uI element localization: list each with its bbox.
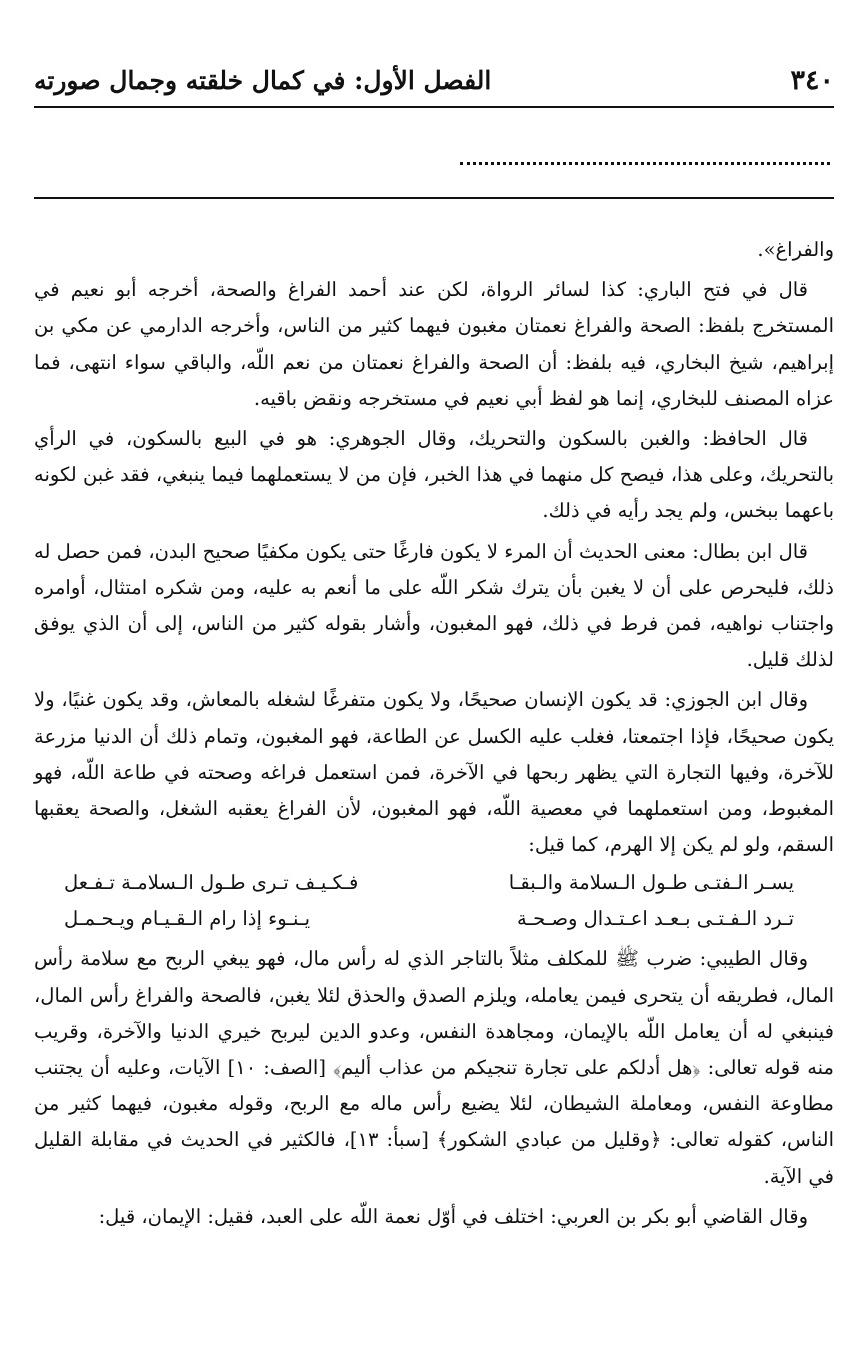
paragraph: وقال القاضي أبو بكر بن العربي: اختلف في أوّل نعمة اللّه على العبد، فقيل: الإيمان، قيل: <box>98 1204 808 1228</box>
running-header <box>34 58 834 102</box>
paragraph: والفراغ». <box>757 238 834 261</box>
verse-first-hemistich: يسـر الـفتـى طـول الـسلامة والـبقـا <box>508 871 794 895</box>
verse-first-hemistich: تـرد الـفـتـى بـعـد اعـتـدال وصـحـة <box>517 907 794 931</box>
poem <box>34 865 834 937</box>
poem-verse <box>34 901 834 937</box>
body-text <box>34 232 834 1235</box>
dotted-separator <box>460 138 830 165</box>
paragraph: وقال ابن الجوزي: قد يكون الإنسان صحيحًا، ولا يكون متفرغًا لشغله بالمعاش، وقد يكون غنيًا، ولا يكون صحيحًا، فإذا اجتمعتا، فغلب عليه الكسل عن الطاعة، فهو المغبون، وتمام ذلك أن الدنيا مزرعة للآخرة، وفيها التجارة التي يظهر ربحها في الآخرة، فمن استعمل فراغه وصحته في طاعة اللّه، فهو المغبوط، ومن استعملهما في معصية اللّه، فهو المغبون، لأن الفراغ يعقبه الشغل، والصحة يعقبها السقم، ولو لم يكن إلا الهرم، كما قيل: <box>34 688 834 857</box>
verse-second-hemistich: يـنـوء إذا رام الـقـيـام ويـحـمـل <box>64 907 311 931</box>
paragraph: وقال الطيبي: ضرب ﷺ للمكلف مثلاً بالتاجر الذي له رأس مال، فهو يبغي الربح مع سلامة رأس المال، فطريقه أن يتحرى فيمن يعامله، ويلزم الصدق والحذق لئلا يغبن، فالصحة والفراغ رأس المال، فينبغي له أن يعامل اللّه بالإيمان، ومجاهدة النفس، وعدو الدين ليربح خيري الدنيا والآخرة، وقريب منه قوله تعالى: ﴿هل أدلكم على تجارة تنجيكم من عذاب أليم﴾ [الصف: ١٠] الآيات، وعليه أن يجتنب مطاوعة النفس، ومعاملة الشيطان، لئلا يضيع رأس ماله مع الربح، وقوله مغبون، فيهما كثير من الناس، كقوله تعالى: ﴿وقليل من عبادي الشكور﴾ [سبأ: ١٣]، فالكثير في الحديث في مقابلة القليل في الآية. <box>34 947 834 1188</box>
header-rule <box>34 106 834 108</box>
page-number: ٣٤٠ <box>790 64 834 96</box>
paragraph: قال في فتح الباري: كذا لسائر الرواة، لكن عند أحمد الفراغ والصحة، أخرجه أبو نعيم في المستخرج بلفظ: الصحة والفراغ نعمتان مغبون فيهما كثير من الناس، وأخرجه الدارمي عن مكي بن إبراهيم، شيخ البخاري، فيه بلفظ: أن الصحة والفراغ نعمتان من نعم اللّه، والباقي سواء انتهى، فما عزاه المصنف للبخاري، إنما هو لفظ أبي نعيم في مستخرجه ونقض باقيه. <box>34 278 834 410</box>
chapter-title: الفصل الأول: في كمال خلقته وجمال صورته <box>34 65 492 95</box>
paragraph: قال الحافظ: والغبن بالسكون والتحريك، وقال الجوهري: هو في البيع بالسكون، في الرأي بالتحريك، وعلى هذا، فيصح كل منهما في هذا الخبر، فإن من لا يستعملهما فيما ينبغي، فقد غبن لكونه باعهما ببخس، ولم يجد رأيه في ذلك. <box>34 427 834 523</box>
verse-second-hemistich: فـكـيـف تـرى طـول الـسلامـة تـفـعل <box>64 871 359 895</box>
section-divider <box>34 197 834 199</box>
poem-verse <box>34 865 834 901</box>
paragraph: قال ابن بطال: معنى الحديث أن المرء لا يكون فارغًا حتى يكون مكفيًا صحيح البدن، فمن حصل له ذلك، فليحرص على أن لا يغبن بأن يترك شكر اللّه على ما أنعم به عليه، ومن شكره امتثال، أوامره واجتناب نواهيه، فمن فرط في ذلك، فهو المغبون، وأشار بقوله كثير من الناس، إلى أن الذي يوفق لذلك قليل. <box>34 539 834 672</box>
